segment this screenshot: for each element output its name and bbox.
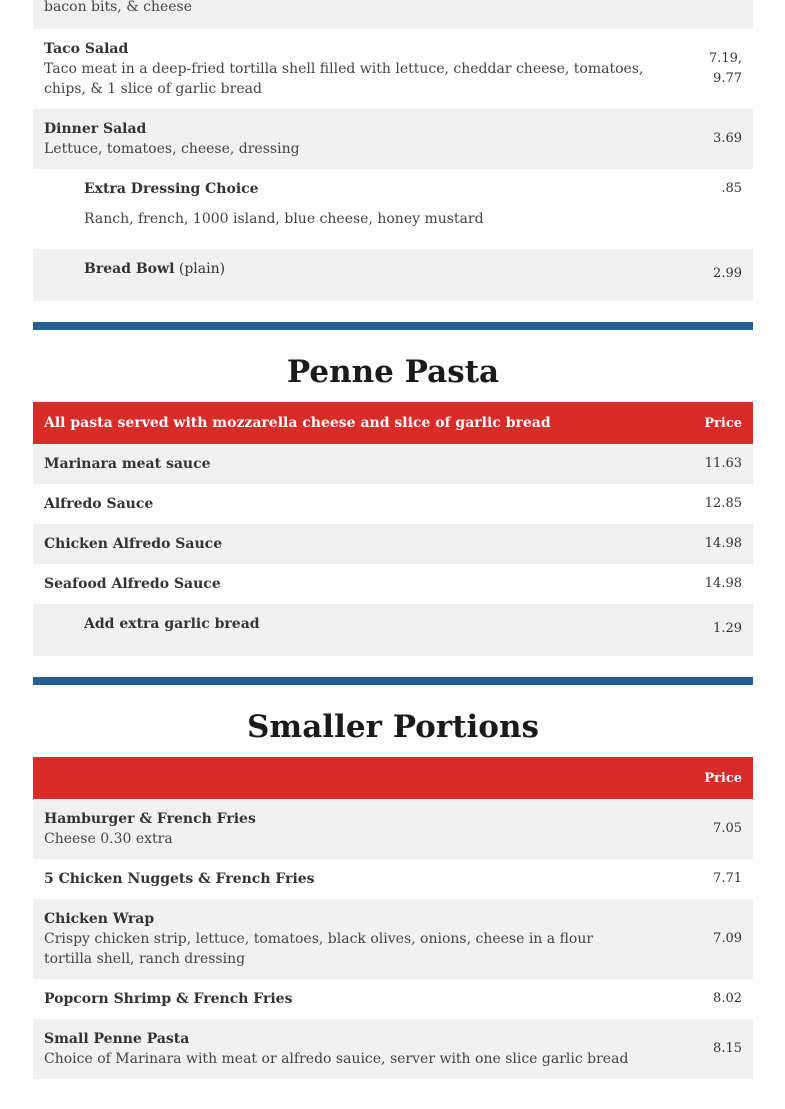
item-price: 14.98 bbox=[704, 576, 742, 591]
item-price: 11.63 bbox=[704, 456, 742, 471]
section-divider bbox=[33, 677, 753, 685]
menu-item-garlic-bread-addon bbox=[33, 604, 753, 656]
item-name: Add extra garlic bread bbox=[84, 616, 260, 632]
section-header-smaller-portions bbox=[33, 757, 753, 799]
item-price bbox=[709, 49, 742, 89]
menu-item-small-portion bbox=[33, 1019, 753, 1079]
item-name: Marinara meat sauce bbox=[44, 456, 211, 472]
item-name: Small Penne Pasta bbox=[44, 1031, 190, 1047]
item-description: bacon bits, & cheese bbox=[44, 0, 193, 15]
section-title-smaller-portions: Smaller Portions bbox=[247, 709, 539, 745]
item-price: 7.05 bbox=[713, 821, 742, 836]
item-description: Cheese 0.30 extra bbox=[44, 831, 173, 847]
menu-item-bread-bowl bbox=[33, 249, 753, 301]
item-name: Seafood Alfredo Sauce bbox=[44, 576, 221, 592]
item-description: Choice of Marinara with meat or alfredo sauice, server with one slice garlic bread bbox=[44, 1051, 629, 1067]
menu-item-small-portion bbox=[33, 799, 753, 859]
item-name: Alfredo Sauce bbox=[44, 496, 154, 512]
item-name: Extra Dressing Choice bbox=[84, 181, 259, 197]
item-name: 5 Chicken Nuggets & French Fries bbox=[44, 871, 315, 887]
item-description: Ranch, french, 1000 island, blue cheese, honey mustard bbox=[84, 211, 484, 227]
section-title-penne-pasta: Penne Pasta bbox=[286, 354, 500, 390]
menu-page bbox=[33, 0, 753, 1079]
price-line-2: 9.77 bbox=[713, 71, 742, 86]
menu-item-pasta bbox=[33, 484, 753, 524]
section-header-penne-pasta bbox=[33, 402, 753, 444]
menu-item-small-portion bbox=[33, 859, 753, 899]
item-name-suffix: (plain) bbox=[174, 261, 226, 277]
item-name: Chicken Alfredo Sauce bbox=[44, 536, 223, 552]
item-price: 8.02 bbox=[713, 991, 742, 1006]
item-price: 12.85 bbox=[704, 496, 742, 511]
item-price: 14.98 bbox=[704, 536, 742, 551]
item-price: 7.09 bbox=[713, 931, 742, 946]
item-name: Taco Salad bbox=[44, 41, 129, 57]
menu-item-pasta bbox=[33, 564, 753, 604]
menu-item-partial bbox=[33, 0, 753, 29]
item-description: Lettuce, tomatoes, cheese, dressing bbox=[44, 141, 300, 157]
item-name: Hamburger & French Fries bbox=[44, 811, 256, 827]
item-price: 1.29 bbox=[713, 621, 742, 636]
item-price: 2.99 bbox=[713, 266, 742, 281]
menu-item-pasta bbox=[33, 524, 753, 564]
price-line-1: 7.19, bbox=[708, 51, 742, 66]
item-description: Crispy chicken strip, lettuce, tomatoes, black olives, onions, cheese in a flour tortilla shell, ranch dressing bbox=[44, 931, 594, 967]
item-price: 3.69 bbox=[713, 131, 742, 146]
header-price: Price bbox=[704, 415, 742, 431]
item-price: .85 bbox=[721, 181, 742, 196]
item-price: 8.15 bbox=[713, 1041, 742, 1056]
menu-item-small-portion bbox=[33, 899, 753, 979]
menu-item-small-portion bbox=[33, 979, 753, 1019]
item-name: Chicken Wrap bbox=[44, 911, 155, 927]
menu-item-taco-salad bbox=[33, 29, 753, 109]
item-description: Taco meat in a deep-fried tortilla shell filled with lettuce, cheddar cheese, tomatoes, chips, & 1 slice of garlic bread bbox=[44, 61, 644, 97]
menu-item-extra-dressing bbox=[33, 169, 753, 249]
item-price: 7.71 bbox=[713, 871, 742, 886]
menu-item-dinner-salad bbox=[33, 109, 753, 169]
item-name: Bread Bowl bbox=[84, 261, 175, 277]
item-name: Popcorn Shrimp & French Fries bbox=[44, 991, 293, 1007]
item-name: Dinner Salad bbox=[44, 121, 147, 137]
section-divider bbox=[33, 322, 753, 330]
header-label: All pasta served with mozzarella cheese and slice of garlic bread bbox=[44, 415, 551, 431]
menu-item-pasta bbox=[33, 444, 753, 484]
header-price: Price bbox=[704, 770, 742, 786]
